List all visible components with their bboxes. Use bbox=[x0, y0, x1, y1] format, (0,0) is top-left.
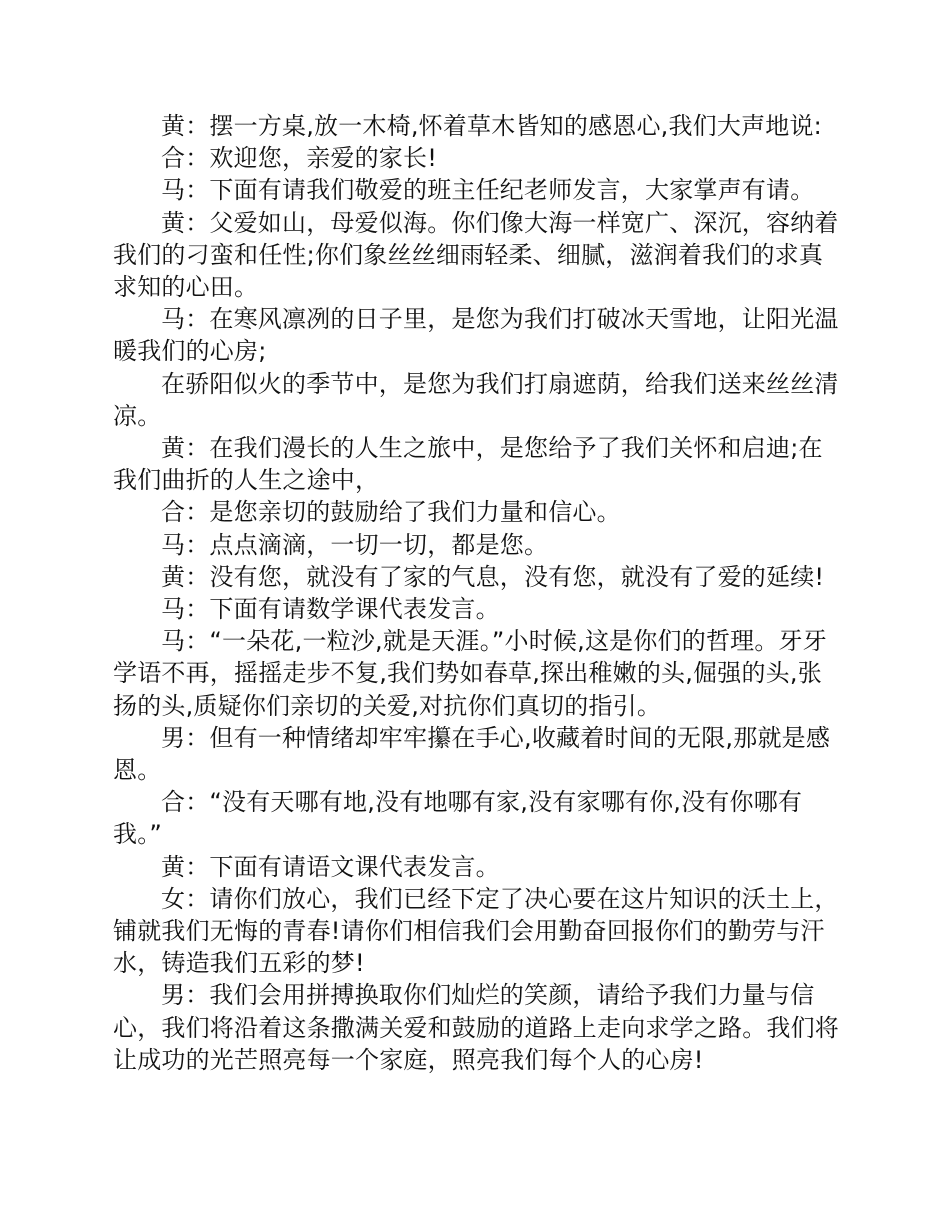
paragraph-1: 黄：摆一方桌,放一木椅,怀着草木皆知的感恩心,我们大声地说: bbox=[161, 112, 822, 140]
paragraph-16: 女：请你们放心，我们已经下定了决心要在这片知识的沃土上，铺就我们无悔的青春!请你们相信我们会用勤奋回报你们的勤劳与汗水，铸造我们五彩的梦! bbox=[113, 884, 839, 978]
paragraph-13: 男：但有一种情绪却牢牢攥在手心,收藏着时间的无限,那就是感恩。 bbox=[113, 723, 831, 785]
paragraph-12: 马：“一朵花,一粒沙,就是天涯。”小时候,这是你们的哲理。牙牙学语不再，摇摇走步不复,我们势如春草,探出稚嫩的头,倔强的头,张扬的头,质疑你们亲切的关爱,对抗你们真切的指引。 bbox=[113, 627, 827, 720]
paragraph-2: 合：欢迎您，亲爱的家长! bbox=[161, 144, 438, 173]
paragraph-3: 马：下面有请我们敬爱的班主任纪老师发言，大家掌声有请。 bbox=[161, 176, 815, 205]
paragraph-14: 合：“没有天哪有地,没有地哪有家,没有家哪有你,没有你哪有我。” bbox=[113, 788, 803, 849]
paragraph-10: 黄：没有您，就没有了家的气息，没有您，就没有了爱的延续! bbox=[161, 562, 825, 591]
paragraph-17: 男：我们会用拼搏换取你们灿烂的笑颜，请给予我们力量与信心，我们将沿着这条撒满关爱和鼓励的道路上走向求学之路。我们将让成功的光芒照亮每一个家庭，照亮我们每个人的心房! bbox=[113, 981, 839, 1074]
paragraph-9: 马：点点滴滴，一切一切，都是您。 bbox=[161, 530, 549, 559]
paragraph-5: 马：在寒风凛冽的日子里，是您为我们打破冰天雪地，让阳光温暖我们的心房; bbox=[113, 305, 839, 366]
paragraph-6: 在骄阳似火的季节中，是您为我们打扇遮荫，给我们送来丝丝清凉。 bbox=[113, 369, 839, 430]
document-page bbox=[113, 110, 843, 1076]
paragraph-8: 合：是您亲切的鼓励给了我们力量和信心。 bbox=[161, 498, 621, 527]
paragraph-11: 马：下面有请数学课代表发言。 bbox=[161, 595, 500, 624]
paragraph-4: 黄：父爱如山，母爱似海。你们像大海一样宽广、深沉，容纳着我们的刁蛮和任性;你们象丝丝细雨轻柔、细腻，滋润着我们的求真求知的心田。 bbox=[113, 208, 839, 302]
paragraph-7: 黄：在我们漫长的人生之旅中，是您给予了我们关怀和启迪;在我们曲折的人生之途中， bbox=[113, 434, 823, 495]
paragraph-15: 黄：下面有请语文课代表发言。 bbox=[161, 852, 500, 881]
